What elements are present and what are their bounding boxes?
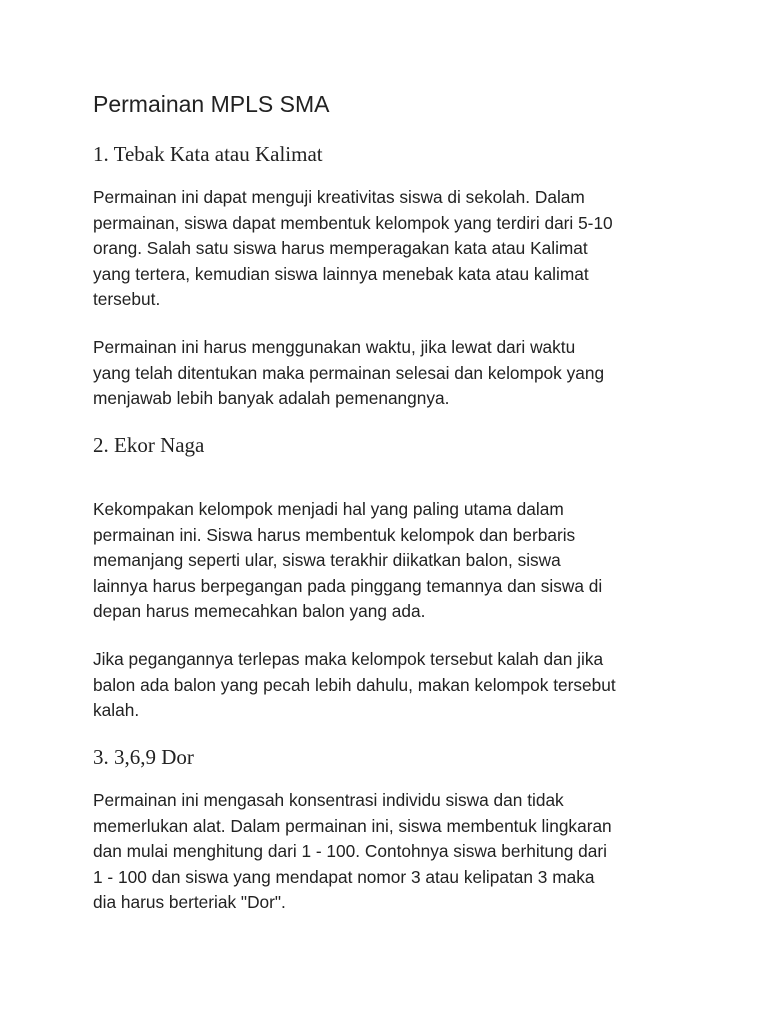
paragraph-line: Permainan ini dapat menguji kreativitas siswa di sekolah. Dalam <box>93 187 585 207</box>
paragraph <box>93 788 693 916</box>
section-heading-3: 3. 3,6,9 Dor <box>93 745 194 769</box>
paragraph-line: memanjang seperti ular, siswa terakhir diikatkan balon, siswa <box>93 550 561 570</box>
paragraph-line: yang tertera, kemudian siswa lainnya menebak kata atau kalimat <box>93 263 589 284</box>
paragraph-line: depan harus memecahkan balon yang ada. <box>93 601 426 621</box>
paragraph <box>93 185 693 313</box>
paragraph <box>93 647 693 724</box>
paragraph <box>93 497 693 625</box>
paragraph-line: Permainan ini harus menggunakan waktu, jika lewat dari waktu <box>93 337 576 357</box>
paragraph-line: kalah. <box>93 700 140 720</box>
paragraph-line: balon ada balon yang pecah lebih dahulu, makan kelompok tersebut <box>93 674 616 695</box>
paragraph-line: Kekompakan kelompok menjadi hal yang paling utama dalam <box>93 499 564 519</box>
paragraph-line: Permainan ini mengasah konsentrasi individu siswa dan tidak <box>93 790 564 810</box>
paragraph-line: orang. Salah satu siswa harus memperagakan kata atau Kalimat <box>93 238 588 258</box>
paragraph-line: yang telah ditentukan maka permainan selesai dan kelompok yang <box>93 362 605 383</box>
paragraph-line: menjawab lebih banyak adalah pemenangnya. <box>93 388 450 408</box>
paragraph-line: lainnya harus berpegangan pada pinggang temannya dan siswa di <box>93 575 603 596</box>
paragraph-line: permainan, siswa dapat membentuk kelompok yang terdiri dari 5-10 <box>93 212 613 233</box>
paragraph-line: tersebut. <box>93 289 161 309</box>
paragraph <box>93 335 693 412</box>
paragraph-line: Jika pegangannya terlepas maka kelompok tersebut kalah dan jika <box>93 649 604 669</box>
paragraph-line: 1 - 100 dan siswa yang mendapat nomor 3 atau kelipatan 3 maka <box>93 866 595 887</box>
section-heading-1: 1. Tebak Kata atau Kalimat <box>93 142 323 166</box>
paragraph-line: dia harus berteriak "Dor". <box>93 892 286 912</box>
paragraph-line: dan mulai menghitung dari 1 - 100. Contohnya siswa berhitung dari <box>93 841 607 861</box>
page-title: Permainan MPLS SMA <box>93 91 330 117</box>
section-heading-2: 2. Ekor Naga <box>93 433 205 457</box>
paragraph-line: permainan ini. Siswa harus membentuk kelompok dan berbaris <box>93 524 576 545</box>
paragraph-line: memerlukan alat. Dalam permainan ini, siswa membentuk lingkaran <box>93 815 612 836</box>
